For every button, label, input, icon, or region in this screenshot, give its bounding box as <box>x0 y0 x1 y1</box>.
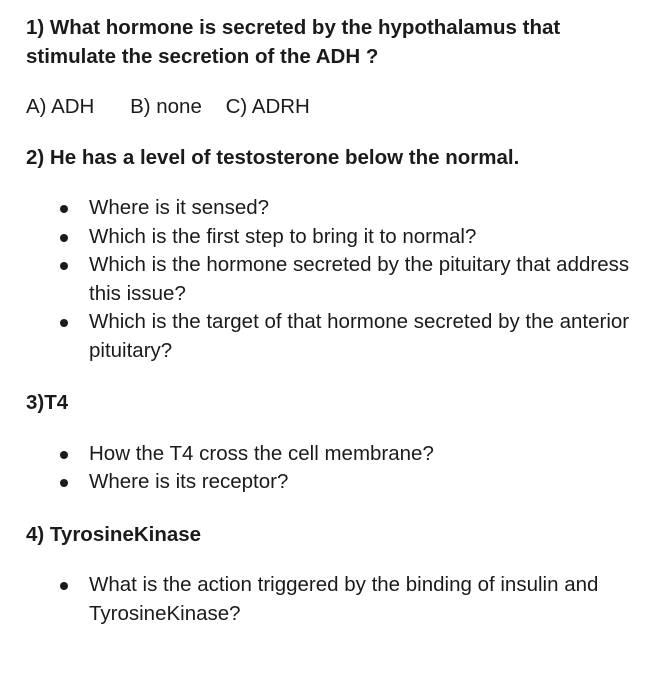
question-4-title: 4) TyrosineKinase <box>26 522 202 546</box>
option-c: C) ADRH <box>225 95 310 118</box>
bullet-icon <box>60 451 68 459</box>
list-item <box>26 251 636 308</box>
question-3 <box>26 389 636 497</box>
question-1-options <box>26 93 636 122</box>
bullet-icon <box>60 319 68 327</box>
list-item <box>26 308 636 365</box>
question-4 <box>26 521 636 629</box>
list-item-text: Which is the hormone secreted by the pituitary that address this issue? <box>89 253 630 305</box>
list-item-text: Which is the first step to bring it to normal? <box>89 224 477 248</box>
bullet-icon <box>60 582 68 590</box>
question-1-title <box>26 14 636 71</box>
option-b: B) none <box>130 95 202 118</box>
bullet-icon <box>60 262 68 270</box>
list-item-text: What is the action triggered by the binding of insulin and TyrosineKinase? <box>89 573 599 625</box>
list-item <box>26 571 636 628</box>
bullet-icon <box>60 205 68 213</box>
option-a: A) ADH <box>26 95 95 118</box>
list-item-text: How the T4 cross the cell membrane? <box>89 441 434 465</box>
list-item-text: Which is the target of that hormone secreted by the anterior pituitary? <box>89 310 630 362</box>
list-item <box>26 468 636 497</box>
question-3-bullet-list <box>26 440 636 497</box>
question-2-title: 2) He has a level of testosterone below the normal. <box>26 145 520 169</box>
bullet-icon <box>60 479 68 487</box>
list-item <box>26 440 636 469</box>
question-2-bullet-list <box>26 194 636 365</box>
question-1-title-line-2: stimulate the secretion of the ADH ? <box>26 44 379 68</box>
question-1 <box>26 14 636 122</box>
list-item <box>26 223 636 252</box>
list-item-text: Where is its receptor? <box>89 470 289 493</box>
list-item-text: Where is it sensed? <box>89 196 270 219</box>
question-3-title: 3)T4 <box>26 391 69 414</box>
question-2 <box>26 144 636 366</box>
question-4-bullet-list <box>26 571 636 628</box>
document-page <box>26 14 636 628</box>
bullet-icon <box>60 234 68 242</box>
question-1-title-line-1: 1) What hormone is secreted by the hypothalamus that <box>26 16 561 39</box>
list-item <box>26 194 636 223</box>
